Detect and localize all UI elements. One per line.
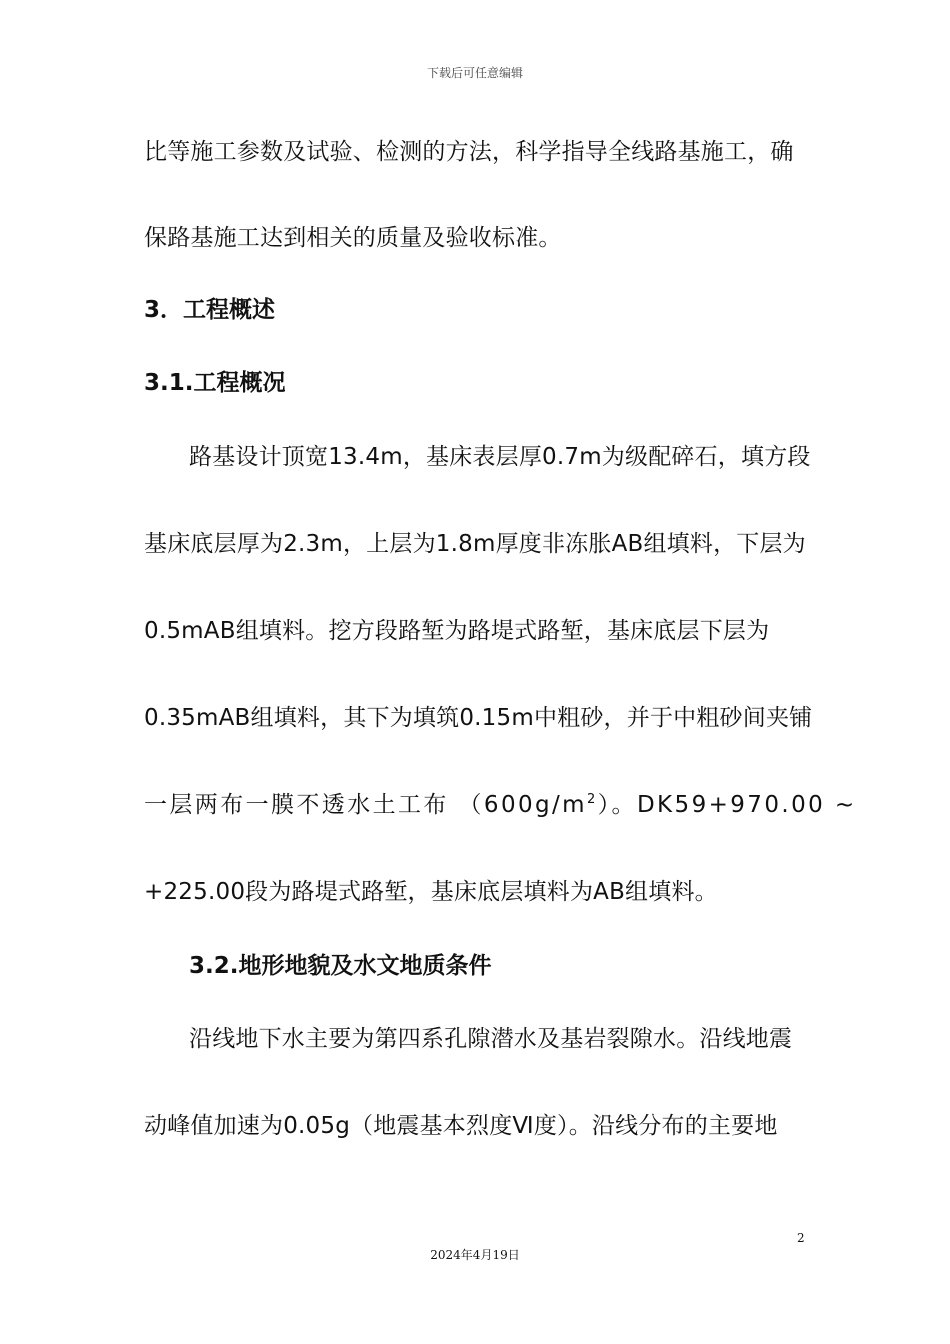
paragraph-line-2: 保路基施工达到相关的质量及验收标准。 — [144, 225, 562, 251]
subsection-heading-3-2: 3.2.地形地貌及水文地质条件 — [189, 953, 492, 979]
footer-date: 2024年4月19日 — [430, 1248, 520, 1262]
section-heading: 3．工程概述 — [144, 297, 276, 323]
superscript-squared: 2 — [586, 792, 598, 807]
paragraph-line-4: 基床底层厚为2.3m，上层为1.8m厚度非冻胀AB组填料，下层为 — [144, 531, 806, 557]
paragraph-line-10: 动峰值加速为0.05g（地震基本烈度Ⅵ度）。沿线分布的主要地 — [144, 1113, 778, 1139]
paragraph-line-3: 路基设计顶宽13.4m，基床表层厚0.7m为级配碎石，填方段 — [189, 444, 811, 470]
paragraph-line-5: 0.5mAB组填料。挖方段路堑为路堤式路堑，基床底层下层为 — [144, 618, 770, 644]
line7-text-before-superscript: 一层两布一膜不透水土工布 （600g/m — [144, 792, 587, 818]
paragraph-line-7 — [144, 789, 857, 821]
line7-text-after-superscript: ）。DK59+970.00 ~ — [597, 792, 857, 818]
paragraph-line-1: 比等施工参数及试验、检测的方法，科学指导全线路基施工，确 — [144, 139, 794, 165]
page-number: 2 — [797, 1231, 805, 1245]
paragraph-line-8: +225.00段为路堤式路堑，基床底层填料为AB组填料。 — [144, 879, 718, 905]
paragraph-line-9: 沿线地下水主要为第四系孔隙潜水及基岩裂隙水。沿线地震 — [189, 1026, 793, 1052]
page-header: 下载后可任意编辑 — [426, 66, 523, 80]
subsection-heading-3-1: 3.1.工程概况 — [144, 370, 286, 396]
paragraph-line-6: 0.35mAB组填料，其下为填筑0.15m中粗砂，并于中粗砂间夹铺 — [144, 705, 813, 731]
